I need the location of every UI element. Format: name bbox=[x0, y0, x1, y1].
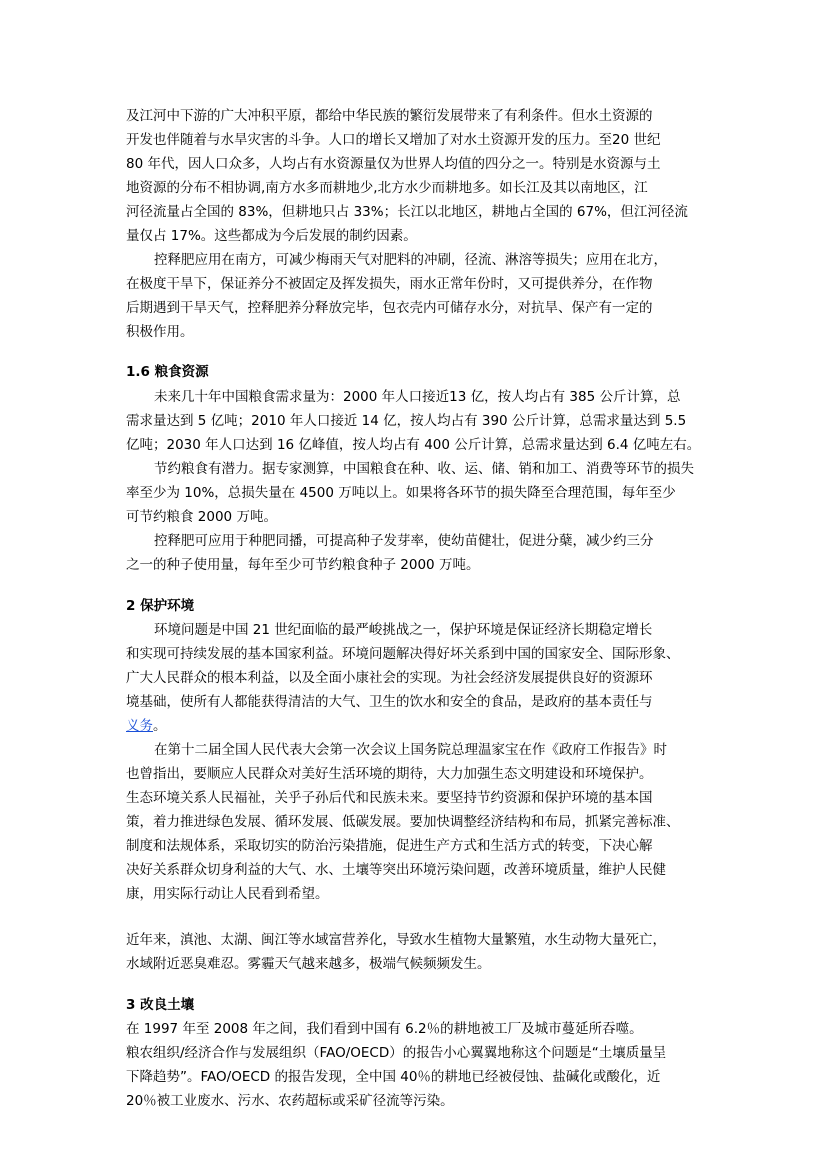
duty-link[interactable]: 义务 bbox=[126, 718, 153, 734]
paragraph-line: 需求量达到 5 亿吨；2010 年人口接近 14 亿，按人均占有 390 公斤计算，总需求量达到 5.5 bbox=[126, 413, 687, 429]
paragraph-line: 近年来，滇池、太湖、闽江等水域富营养化，导致水生植物大量繁殖，水生动物大量死亡， bbox=[126, 932, 666, 948]
paragraph-line: 在第十二届全国人民代表大会第一次会议上国务院总理温家宝在作《政府工作报告》时 bbox=[154, 742, 667, 758]
paragraph-line: 亿吨；2030 年人口达到 16 亿峰值，按人均占有 400 公斤计算，总需求量达到 6.4 亿吨左右。 bbox=[126, 437, 701, 453]
paragraph-line: 开发也伴随着与水旱灾害的斗争。人口的增长又增加了对水土资源开发的压力。至20 世纪 bbox=[126, 132, 661, 148]
period: 。 bbox=[153, 718, 167, 734]
paragraph-line: 之一的种子使用量，每年至少可节约粮食种子 2000 万吨。 bbox=[126, 557, 480, 573]
paragraph-line: 及江河中下游的广大冲积平原，都给中华民族的繁衍发展带来了有利条件。但水土资源的 bbox=[126, 108, 653, 124]
paragraph-line: 在极度干旱下，保证养分不被固定及挥发损失，雨水正常年份时，又可提供养分，在作物 bbox=[126, 276, 653, 292]
paragraph-line: 河径流量占全国的 83%，但耕地只占 33%；长江以北地区，耕地占全国的 67%，但江河径流 bbox=[126, 204, 688, 220]
paragraph-line: 节约粮食有潜力。据专家测算，中国粮食在种、收、运、储、销和加工、消费等环节的损失 bbox=[154, 461, 694, 477]
paragraph-line: 80 年代，因人口众多，人均占有水资源量仅为世界人均值的四分之一。特别是水资源与土 bbox=[126, 156, 661, 172]
paragraph-line: 在 1997 年至 2008 年之间，我们看到中国有 6.2％的耕地被工厂及城市蔓延所吞噬。 bbox=[126, 1021, 643, 1037]
paragraph-line: 后期遇到干旱天气，控释肥养分释放完毕，包衣壳内可储存水分，对抗旱、保产有一定的 bbox=[126, 300, 653, 316]
section-heading-environment: 2 保护环境 bbox=[126, 598, 195, 614]
paragraph-line: 率至少为 10%，总损失量在 4500 万吨以上。如果将各环节的损失降至合理范围，每年至少 bbox=[126, 485, 676, 501]
paragraph-line: 策，着力推进绿色发展、循环发展、低碳发展。要加快调整经济结构和布局，抓紧完善标准、 bbox=[126, 814, 680, 830]
paragraph-line: 粮农组织/经济合作与发展组织（FAO/OECD）的报告小心翼翼地称这个问题是“土壤质量呈 bbox=[126, 1045, 667, 1061]
paragraph-line: 量仅占 17%。这些都成为今后发展的制约因素。 bbox=[126, 228, 417, 244]
paragraph-line: 环境问题是中国 21 世纪面临的最严峻挑战之一，保护环境是保证经济长期稳定增长 bbox=[154, 622, 653, 638]
paragraph-line: 控释肥可应用于种肥同播，可提高种子发芽率，使幼苗健壮，促进分蘖，减少约三分 bbox=[154, 533, 654, 549]
paragraph-line: 20％被工业废水、污水、农药超标或采矿径流等污染。 bbox=[126, 1093, 454, 1109]
paragraph-line: 水域附近恶臭难忍。雾霾天气越来越多，极端气候频频发生。 bbox=[126, 956, 491, 972]
paragraph-line: 和实现可持续发展的基本国家利益。环境问题解决得好坏关系到中国的国家安全、国际形象、 bbox=[126, 646, 680, 662]
paragraph-line: 生态环境关系人民福祉，关乎子孙后代和民族未来。要坚持节约资源和保护环境的基本国 bbox=[126, 790, 653, 806]
paragraph-line: 控释肥应用在南方，可减少梅雨天气对肥料的冲刷，径流、淋溶等损失；应用在北方， bbox=[154, 252, 667, 268]
paragraph-line bbox=[126, 717, 167, 735]
paragraph-line: 决好关系群众切身利益的大气、水、土壤等突出环境污染问题，改善环境质量，维护人民健 bbox=[126, 862, 666, 878]
section-heading-soil: 3 改良土壤 bbox=[126, 997, 195, 1013]
paragraph-line: 境基础，使所有人都能获得清洁的大气、卫生的饮水和安全的食品，是政府的基本责任与 bbox=[126, 694, 653, 710]
paragraph-line: 制度和法规体系，采取切实的防治污染措施，促进生产方式和生活方式的转变，下决心解 bbox=[126, 838, 653, 854]
paragraph-line: 下降趋势”。FAO/OECD 的报告发现，全中国 40％的耕地已经被侵蚀、盐碱化或酸化，近 bbox=[126, 1069, 661, 1085]
paragraph-line: 未来几十年中国粮食需求量为：2000 年人口接近13 亿，按人均占有 385 公斤计算，总 bbox=[154, 389, 681, 405]
paragraph-line: 积极作用。 bbox=[126, 324, 194, 340]
paragraph-line: 可节约粮食 2000 万吨。 bbox=[126, 509, 277, 525]
paragraph-line: 广大人民群众的根本利益，以及全面小康社会的实现。为社会经济发展提供良好的资源环 bbox=[126, 670, 653, 686]
section-heading-grain: 1.6 粮食资源 bbox=[126, 364, 209, 380]
paragraph-line: 也曾指出，要顺应人民群众对美好生活环境的期待，大力加强生态文明建设和环境保护。 bbox=[126, 766, 653, 782]
paragraph-line: 地资源的分布不相协调,南方水多而耕地少,北方水少而耕地多。如长江及其以南地区，江 bbox=[126, 180, 648, 196]
paragraph-line: 康，用实际行动让人民看到希望。 bbox=[126, 886, 329, 902]
